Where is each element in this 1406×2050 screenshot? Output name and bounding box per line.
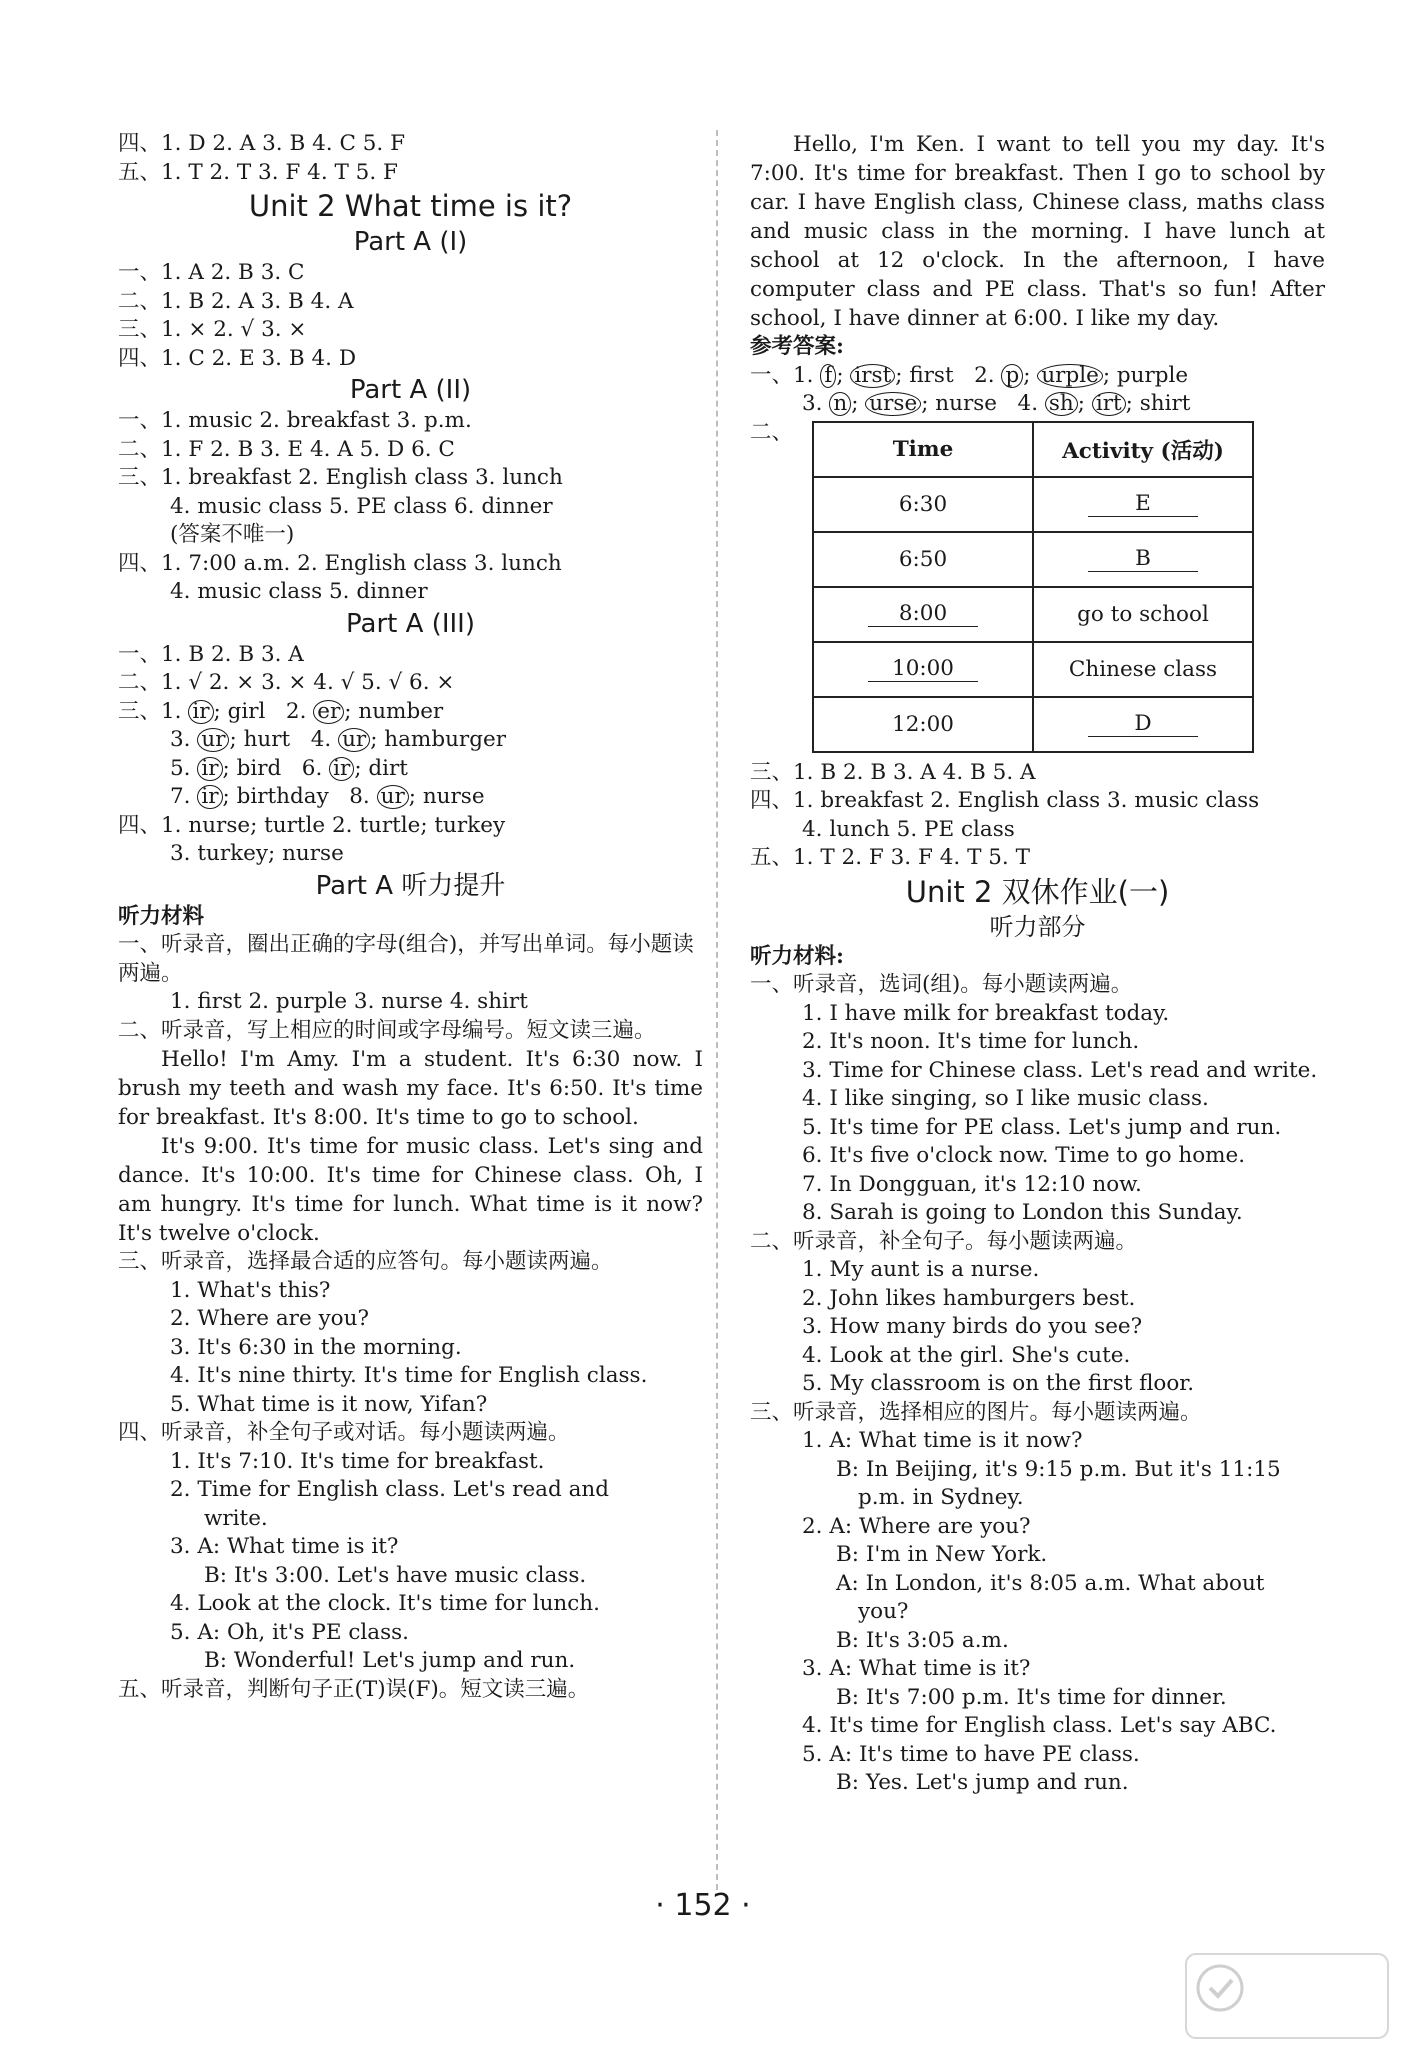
list-item: 3. It's 6:30 in the morning. [170,1334,462,1360]
section-title: Part A (III) [346,608,475,639]
answer-line: 一、1. A 2. B 3. C [118,260,305,285]
circled-letters: irst [850,364,895,388]
circled-letters: ir [188,700,213,724]
table-row [813,587,1253,642]
list-item: 5. A: It's time to have PE class. [802,1741,1140,1767]
answer-line: 二、1. √ 2. × 3. × 4. √ 5. √ 6. × [118,670,455,695]
question-heading: 一、听录音，选词(组)。每小题读两遍。 [750,972,1133,997]
listening-label: 听力材料 [118,903,205,929]
answer-line: 四、1. C 2. E 3. B 4. D [118,345,357,371]
table-cell: B [1033,532,1253,587]
circled-letters: p [1001,364,1023,388]
table-row [813,532,1253,587]
list-item: B: In Beijing, it's 9:15 p.m. But it's 11:15 [836,1456,1281,1482]
list-item: 1. A: What time is it now? [802,1428,1083,1453]
question-heading: 四、听录音，补全句子或对话。每小题读两遍。 [118,1420,570,1445]
answer-line: 二、1. B 2. A 3. B 4. A [118,288,354,314]
answer-line: 三、1. × 2. √ 3. × [118,317,307,342]
answer-line: 二、1. F 2. B 3. E 4. A 5. D 6. C [118,436,455,462]
question-heading: 二、听录音，补全句子。每小题读两遍。 [750,1228,1138,1254]
column-divider [716,130,718,1890]
table-row [813,697,1253,752]
answer-line: 四、1. 7:00 a.m. 2. English class 3. lunch [118,550,562,576]
list-item: 1. What's this? [170,1277,331,1303]
list-item: 5. My classroom is on the first floor. [802,1371,1195,1396]
list-item: 3. How many birds do you see? [802,1314,1143,1339]
circled-letters: er [313,700,344,724]
list-item: 4. Look at the clock. It's time for lunch. [170,1591,600,1616]
answer-line: 1. first 2. purple 3. nurse 4. shirt [170,989,528,1014]
list-item: 5. What time is it now, Yifan? [170,1391,488,1417]
circled-letters: ur [197,728,229,752]
section-title: Part A (I) [353,227,468,257]
answer-line: 3. turkey; nurse [170,841,344,866]
list-item: 5. It's time for PE class. Let's jump and run. [802,1114,1282,1140]
table-cell: 12:00 [813,697,1033,752]
question-heading: 一、听录音，圈出正确的字母(组合)，并写出单词。每小题读两遍。 [118,932,694,986]
listening-label: 听力材料: [750,943,844,969]
list-item: B: I'm in New York. [836,1542,1048,1567]
answer-line: 五、1. T 2. T 3. F 4. T 5. F [118,159,398,185]
circled-letters: n [829,392,851,416]
answer-line: 7. ir ; birthday 8. ur ; nurse [170,784,485,809]
circled-letters: ir [329,757,354,781]
list-item: 5. A: Oh, it's PE class. [170,1619,410,1645]
answer-line: 一、1. f ; irst ; first 2. p ; urple ; purple [750,362,1189,388]
table-row [813,477,1253,532]
list-item: 2. It's noon. It's time for lunch. [802,1029,1140,1054]
list-item: 7. In Dongguan, it's 12:10 now. [802,1171,1142,1197]
answer-note: (答案不唯一) [170,522,295,547]
answer-line: 三、1. breakfast 2. English class 3. lunch [118,465,563,490]
list-item: 2. Where are you? [170,1306,369,1331]
section-title: Part A (II) [349,375,472,405]
list-item: 3. Time for Chinese class. Let's read and write. [802,1057,1318,1083]
question-heading: 二、听录音，写上相应的时间或字母编号。短文读三遍。 [118,1017,656,1043]
list-item: 4. It's nine thirty. It's time for English class. [170,1363,648,1388]
question-heading: 三、听录音，选择相应的图片。每小题读两遍。 [750,1399,1202,1425]
list-item: p.m. in Sydney. [858,1485,1024,1510]
page-number: · 152 · [655,1888,751,1923]
list-item: 3. A: What time is it? [802,1656,1031,1681]
answer-line: 4. music class 5. PE class 6. dinner [170,493,553,519]
list-item: 4. Look at the girl. She's cute. [802,1342,1131,1368]
table-cell: go to school [1033,587,1253,642]
table-cell: 10:00 [813,642,1033,697]
listening-passage: Hello, I'm Ken. I want to tell you my day. It's 7:00. It's time for breakfast. Then I go to school by car. I have English class, Chinese class, maths class and music class in the morning. I have lunch at school at 12 o'clock. In the afternoon, I have computer class and PE class. That's so fun! After school, I have dinner at 6:00. I like my day. [750,132,1325,331]
watermark-icon [1182,1950,1392,2042]
list-item: write. [204,1505,268,1531]
circled-letters: f [820,364,836,388]
question-heading: 三、听录音，选择最合适的应答句。每小题读两遍。 [118,1249,613,1274]
answer-line: 4. music class 5. dinner [170,579,428,604]
list-item: A: In London, it's 8:05 a.m. What about [836,1570,1265,1596]
table-cell: 8:00 [813,587,1033,642]
answer-line: 三、1. ir ; girl 2. er ; number [118,698,444,724]
circled-letters: urple [1037,364,1103,388]
circled-letters: sh [1045,392,1078,416]
circled-letters: ur [338,728,370,752]
table-header: Time [813,422,1033,477]
list-item: 4. It's time for English class. Let's say ABC. [802,1713,1277,1738]
section-subtitle: 听力部分 [989,912,1086,941]
table-cell: Chinese class [1033,642,1253,697]
circled-letters: ir [197,785,222,809]
answer-line: 3. n ; urse ; nurse 4. sh ; irt ; shirt [802,391,1191,416]
section-title: Part A 听力提升 [315,870,506,901]
section-title: Unit 2 双休作业(一) [905,874,1170,909]
table-cell: 6:50 [813,532,1033,587]
answer-line: 四、1. D 2. A 3. B 4. C 5. F [118,131,406,156]
list-item: B: Yes. Let's jump and run. [836,1770,1129,1795]
circled-letters: ur [377,785,409,809]
table-cell: 6:30 [813,477,1033,532]
answer-line: 一、1. B 2. B 3. A [118,641,304,667]
question-heading: 五、听录音，判断句子正(T)误(F)。短文读三遍。 [118,1676,590,1702]
answer-line: 一、1. music 2. breakfast 3. p.m. [118,408,472,433]
right-column: Hello, I'm Ken. I want to tell you my day. It's 7:00. It's time for breakfast. Then I go to school by car. I have English class, Chinese class, maths class and music class in the morning. I have lunch at school at 12 o'clock. In the afternoon, I have computer class and PE class. That's so fun! After school, I have dinner at 6:00. I like my day. 参考答案: 一、1. f ; irst ; first 2. p ; urple ; purple 3. n ; urse ; nurse 4. sh ; irt ; shirt 二、 Time Activity (活动) 6:30 E 6:50 B 8:00 go to school 10:00 Chinese class 12:00 D 三、1. B 2. B 3. A 4. B 5. A 四、1. breakfast 2. English class 3. music class 4. lunch 5. PE class 五、1. T 2. F 3. F 4. T 5. T Unit 2 双休作业(一) 听力部分 听力材料: 一、听录音，选词(组)。每小题读两遍。 1. I have milk for breakfast today. 2. It's noon. It's time for lunch. 3. Time for Chinese class. Let's read and write. 4. I like singing, so I like music class. 5. It's time for PE class. Let's jump and run. 6. It's five o'clock now. Time to go home. 7. In Dongguan, it's 12:10 now. 8. Sarah is going to London this Sunday. 二、听录音，补全句子。每小题读两遍。 1. My aunt is a nurse. 2. John likes hamburgers best. 3. How many birds do you see? 4. Look at the girl. She's cute. 5. My classroom is on the first floor. 三、听录音，选择相应的图片。每小题读两遍。 1. A: What time is it now? B: In Beijing, it's 9:15 p.m. But it's 11:15 p.m. in Sydney. 2. A: Where are you? B: I'm in New York. A: In London, it's 8:05 a.m. What about you? B: It's 3:05 a.m. 3. A: What time is it? B: It's 7:00 p.m. It's time for dinner. 4. It's time for English class. Let's say ABC. 5. A: It's time to have PE class. B: Yes. Let's jump and run. [750,130,1325,1798]
table-cell: E [1033,477,1253,532]
list-item: 2. Time for English class. Let's read and [170,1477,610,1502]
answer-line: 四、1. breakfast 2. English class 3. music class [750,788,1260,813]
answers-label: 参考答案: [750,334,844,359]
list-item: 2. A: Where are you? [802,1513,1031,1539]
list-item: 8. Sarah is going to London this Sunday. [802,1200,1243,1225]
list-item: you? [858,1599,909,1624]
circled-letters: irt [1092,392,1126,416]
list-item: B: It's 3:05 a.m. [836,1627,1009,1653]
list-item: 1. It's 7:10. It's time for breakfast. [170,1448,545,1474]
list-item: 4. I like singing, so I like music class. [802,1086,1209,1111]
table-header: Activity (活动) [1033,422,1253,477]
answer-line: 4. lunch 5. PE class [802,816,1015,842]
list-item: 2. John likes hamburgers best. [802,1285,1136,1311]
list-item: 6. It's five o'clock now. Time to go home. [802,1143,1246,1168]
unit-title: Unit 2 What time is it? [248,189,573,223]
answer-line: 5. ir ; bird 6. ir ; dirt [170,755,408,781]
list-item: B: It's 7:00 p.m. It's time for dinner. [836,1684,1227,1710]
list-item: B: Wonderful! Let's jump and run. [204,1648,576,1673]
answer-line: 四、1. nurse; turtle 2. turtle; turkey [118,812,506,838]
watermark-logo [1182,1950,1392,2042]
schedule-table [812,421,1254,753]
left-column [118,130,703,1704]
answer-line: 3. ur ; hurt 4. ur ; hamburger [170,727,506,752]
list-item: B: It's 3:00. Let's have music class. [204,1562,587,1588]
table-cell: D [1033,697,1253,752]
table-header-row [813,422,1253,477]
list-item: 1. My aunt is a nurse. [802,1257,1040,1282]
listening-passage: It's 9:00. It's time for music class. Let's sing and dance. It's 10:00. It's time for Chinese class. Oh, I am hungry. It's time for lunch. What time is it now? It's twelve o'clock. [118,1134,703,1246]
circled-letters: ir [197,757,222,781]
listening-passage: Hello! I'm Amy. I'm a student. It's 6:30 now. I brush my teeth and wash my face. It's 6:50. It's time for breakfast. It's 8:00. It's time to go to school. [118,1047,703,1130]
list-item: 1. I have milk for breakfast today. [802,1000,1170,1026]
list-item: 3. A: What time is it? [170,1534,399,1559]
answer-line: 五、1. T 2. F 3. F 4. T 5. T [750,845,1030,870]
table-row [813,642,1253,697]
circled-letters: urse [865,392,921,416]
answer-line: 三、1. B 2. B 3. A 4. B 5. A [750,759,1036,785]
